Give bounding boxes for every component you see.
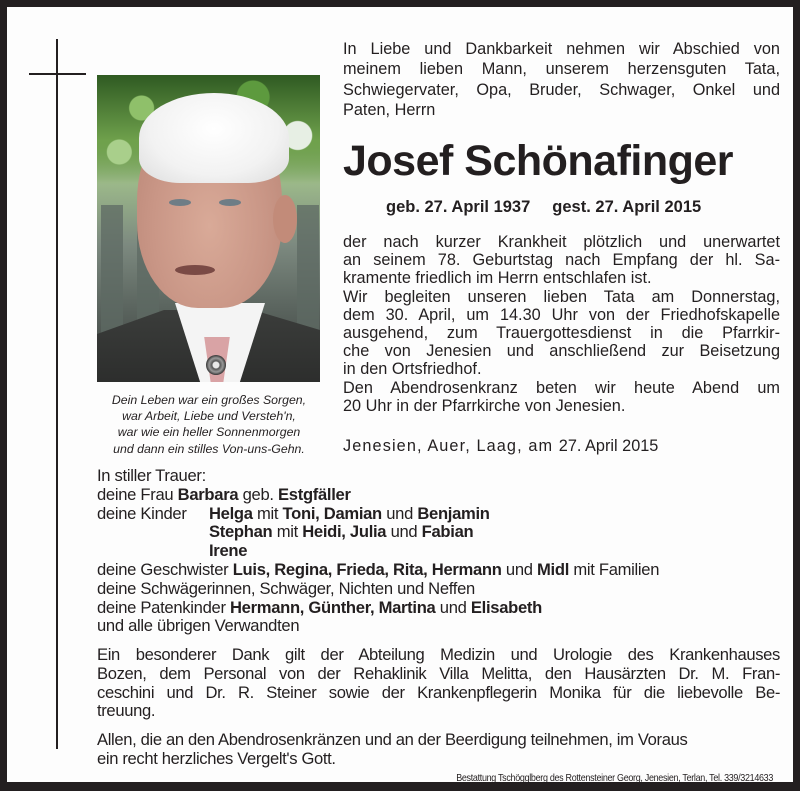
photo-eye bbox=[169, 199, 191, 206]
wife-maiden-name: Estgfäller bbox=[278, 484, 351, 504]
wife-name: Barbara bbox=[177, 484, 239, 504]
announcement-line: Den Abendrosenkranz beten wir heute Abend um bbox=[343, 378, 780, 397]
closing-paragraph bbox=[97, 731, 780, 769]
thanks-paragraph bbox=[97, 646, 780, 721]
mourner-children-1: deine Kinder Helga mit Toni, Damian und Benjamin bbox=[97, 503, 490, 523]
portrait-photo bbox=[97, 75, 320, 382]
mourner-godchildren: deine Patenkinder Hermann, Günther, Martina und Elisabeth bbox=[97, 597, 542, 617]
cross-icon-horizontal bbox=[29, 73, 86, 75]
places: Jenesien, Auer, Laag, am bbox=[343, 437, 554, 455]
thanks-line: treuung. bbox=[97, 701, 156, 721]
announcement-line: che von Jenesien und anschließend zur Beisetzung bbox=[343, 342, 780, 361]
mourner-siblings: deine Geschwister Luis, Regina, Frieda, Rita, Hermann und Midl mit Familien bbox=[97, 559, 660, 579]
funeral-home-credit: Bestattung Tschögglberg des Rottensteiner Georg, Jenesien, Terlan, Tel. 339/3214633 bbox=[456, 773, 773, 784]
intro-paragraph bbox=[343, 39, 780, 120]
closing-line: ein recht herzliches Vergelt's Gott. bbox=[97, 748, 336, 768]
intro-line: meinem lieben Mann, unserem herzensguten Tata, bbox=[343, 60, 780, 79]
mourner-others: und alle übrigen Verwandten bbox=[97, 616, 300, 636]
verse-line: war Arbeit, Liebe und Versteh'n, bbox=[122, 409, 296, 424]
announcement-line: in den Ortsfriedhof. bbox=[343, 360, 482, 379]
mourners-list bbox=[97, 467, 797, 636]
verse-line: war wie ein heller Sonnenmorgen bbox=[117, 425, 301, 440]
announcement-paragraph bbox=[343, 233, 780, 415]
mourner-children-2: Stephan mit Heidi, Julia und Fabian bbox=[209, 522, 474, 542]
mourner-wife: deine Frau Barbara geb. Estgfäller bbox=[97, 484, 351, 504]
mourner-in-laws: deine Schwägerinnen, Schwäger, Nichten und Neffen bbox=[97, 578, 475, 598]
verse-line: und dann ein stilles Von-uns-Gehn. bbox=[113, 441, 305, 456]
place-and-date bbox=[343, 437, 658, 456]
mourner-children-3: Irene bbox=[209, 541, 248, 561]
photo-hair bbox=[139, 93, 289, 183]
announcement-line: Wir begleiten unseren lieben Tata am Donnerstag, bbox=[343, 287, 780, 306]
announcement-line: an seinem 78. Geburtstag nach Empfang der hl. Sa- bbox=[343, 251, 780, 270]
thanks-line: Bozen, dem Personal von der Rehaklinik Villa Melitta, den Hausärzten Dr. M. Fran- bbox=[97, 663, 780, 683]
announcement-line: der nach kurzer Krankheit plötzlich und unerwartet bbox=[343, 233, 780, 251]
announcement-line: dem 30. April, um 14.30 Uhr von der Friedhofskapelle bbox=[343, 305, 780, 324]
photo-brooch bbox=[206, 355, 226, 375]
announcement-line: kramente friedlich im Herrn entschlafen ist. bbox=[343, 269, 652, 288]
obituary-notice bbox=[7, 7, 793, 782]
deceased-name: Josef Schönafinger bbox=[343, 137, 734, 185]
memorial-verse bbox=[93, 392, 325, 457]
intro-line: Schwiegervater, Opa, Bruder, Schwager, Onkel und bbox=[343, 80, 780, 99]
photo-mouth bbox=[175, 265, 215, 275]
life-dates bbox=[386, 197, 701, 217]
verse-line: Dein Leben war ein großes Sorgen, bbox=[111, 393, 307, 407]
thanks-line: ceschini und Dr. R. Steiner sowie der Krankenpflegerin Monika für die liebevolle Be- bbox=[97, 682, 780, 702]
closing-line: Allen, die an den Abendrosenkränzen und an der Beerdigung teilnehmen, im Voraus bbox=[97, 730, 688, 749]
thanks-line: Ein besonderer Dank gilt der Abteilung Medizin und Urologie des Krankenhauses bbox=[97, 645, 780, 664]
intro-line: Paten, Herrn bbox=[343, 100, 436, 119]
photo-ear bbox=[273, 195, 297, 243]
death-date: gest. 27. April 2015 bbox=[552, 198, 702, 216]
intro-line: In Liebe und Dankbarkeit nehmen wir Abschied von bbox=[343, 40, 780, 58]
announcement-line: 20 Uhr in der Pfarrkirche von Jenesien. bbox=[343, 396, 626, 415]
cross-icon-vertical bbox=[56, 39, 58, 749]
mourners-heading: In stiller Trauer: bbox=[97, 466, 206, 485]
photo-eye bbox=[219, 199, 241, 206]
birth-date: geb. 27. April 1937 bbox=[386, 198, 531, 216]
notice-date: 27. April 2015 bbox=[558, 437, 659, 455]
announcement-line: ausgehend, zum Trauergottesdienst in die Pfarrkir- bbox=[343, 324, 780, 343]
